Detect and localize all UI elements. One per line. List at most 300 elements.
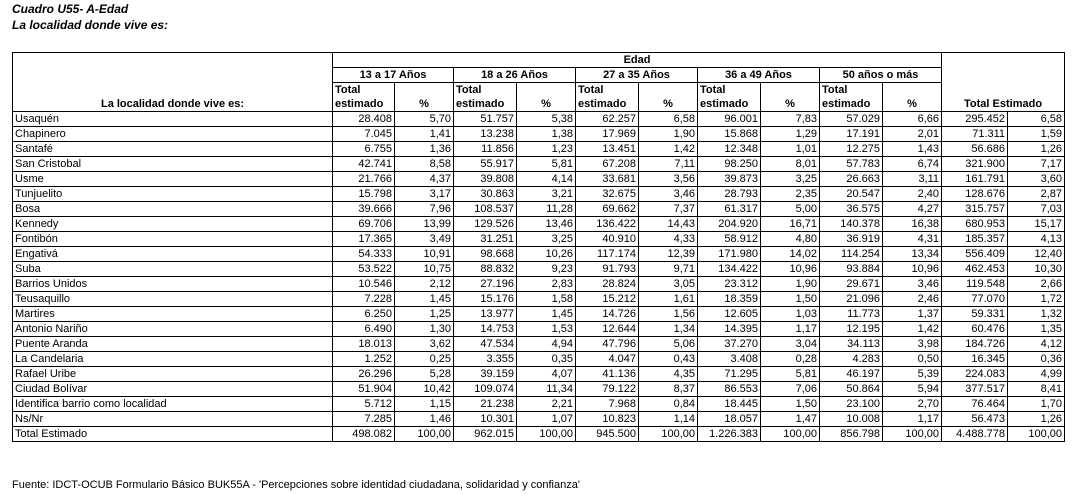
percent-cell: 5,94	[883, 382, 942, 397]
percent-cell: 1,45	[517, 307, 576, 322]
percent-cell: 1,53	[517, 322, 576, 337]
estimate-cell: 136.422	[576, 217, 639, 232]
row-label: Engativá	[13, 247, 333, 262]
percent-cell: 2,87	[1008, 187, 1065, 202]
table-row	[13, 217, 1065, 232]
percent-cell: 0,50	[883, 352, 942, 367]
percent-cell: 1,23	[517, 142, 576, 157]
estimate-cell: 109.074	[454, 382, 517, 397]
percent-cell: 13,46	[517, 217, 576, 232]
percent-cell: 2,83	[517, 277, 576, 292]
estimate-cell: 18.445	[698, 397, 761, 412]
estimate-cell: 7.968	[576, 397, 639, 412]
percent-cell: 7,37	[639, 202, 698, 217]
percent-cell: 1,38	[517, 127, 576, 142]
estimate-cell: 14.395	[698, 322, 761, 337]
total-label: Total	[820, 83, 883, 98]
estimate-cell: 60.476	[942, 322, 1008, 337]
percent-cell: 5,06	[639, 337, 698, 352]
table-row	[13, 127, 1065, 142]
estimate-cell: 23.312	[698, 277, 761, 292]
row-label: Ns/Nr	[13, 412, 333, 427]
percent-cell: 1,07	[517, 412, 576, 427]
estimate-cell: 17.969	[576, 127, 639, 142]
percent-cell: 9,71	[639, 262, 698, 277]
row-label: Ciudad Bolívar	[13, 382, 333, 397]
estimate-cell: 53.522	[333, 262, 395, 277]
estimate-cell: 185.357	[942, 232, 1008, 247]
percent-cell: 3,46	[639, 187, 698, 202]
percent-cell: 3,60	[1008, 172, 1065, 187]
percent-cell: 3,11	[883, 172, 942, 187]
percent-cell: 1,50	[761, 292, 820, 307]
percent-cell: 13,34	[883, 247, 942, 262]
percent-cell: 4,80	[761, 232, 820, 247]
estimate-cell: 15.868	[698, 127, 761, 142]
estimate-cell: 945.500	[576, 427, 639, 442]
estimate-cell: 3.355	[454, 352, 517, 367]
row-label: Bosa	[13, 202, 333, 217]
percent-cell: 0,36	[1008, 352, 1065, 367]
percent-cell: 1,35	[1008, 322, 1065, 337]
percent-cell: 1,61	[639, 292, 698, 307]
percent-cell: 1,41	[395, 127, 454, 142]
percent-cell: 1,26	[1008, 142, 1065, 157]
estimate-cell: 79.122	[576, 382, 639, 397]
estimate-cell: 37.270	[698, 337, 761, 352]
percent-cell: 3,98	[883, 337, 942, 352]
estimate-cell: 18.359	[698, 292, 761, 307]
pct-label: %	[395, 83, 454, 112]
pct-label: %	[883, 83, 942, 112]
table-row	[13, 187, 1065, 202]
estimate-cell: 26.663	[820, 172, 883, 187]
percent-cell: 1,29	[761, 127, 820, 142]
percent-cell: 0,35	[517, 352, 576, 367]
percent-cell: 100,00	[639, 427, 698, 442]
estimate-cell: 36.575	[820, 202, 883, 217]
estimate-cell: 12.348	[698, 142, 761, 157]
row-label: Usme	[13, 172, 333, 187]
estimate-cell: 69.662	[576, 202, 639, 217]
estimado-label: estimado	[333, 97, 395, 112]
percent-cell: 10,75	[395, 262, 454, 277]
percent-cell: 1,58	[517, 292, 576, 307]
estimate-cell: 21.096	[820, 292, 883, 307]
estimate-cell: 12.605	[698, 307, 761, 322]
estimate-cell: 119.548	[942, 277, 1008, 292]
percent-cell: 10,30	[1008, 262, 1065, 277]
percent-cell: 5,00	[761, 202, 820, 217]
estimate-cell: 377.517	[942, 382, 1008, 397]
table-row	[13, 202, 1065, 217]
table-title: Cuadro U55- A-Edad	[12, 2, 129, 16]
estimate-cell: 51.757	[454, 112, 517, 127]
group-header: 50 años o más	[820, 68, 942, 83]
percent-cell: 16,38	[883, 217, 942, 232]
estimate-cell: 62.257	[576, 112, 639, 127]
estimate-cell: 856.798	[820, 427, 883, 442]
percent-cell: 3,25	[761, 172, 820, 187]
percent-cell: 1,56	[639, 307, 698, 322]
total-label: Total	[454, 83, 517, 98]
estimate-cell: 15.176	[454, 292, 517, 307]
percent-cell: 1,25	[395, 307, 454, 322]
estimate-cell: 98.668	[454, 247, 517, 262]
row-label: Fontibón	[13, 232, 333, 247]
table-row	[13, 382, 1065, 397]
row-label: Usaquén	[13, 112, 333, 127]
estimate-cell: 108.537	[454, 202, 517, 217]
estimate-cell: 680.953	[942, 217, 1008, 232]
table-row	[13, 352, 1065, 367]
percent-cell: 1,36	[395, 142, 454, 157]
estimate-cell: 27.196	[454, 277, 517, 292]
percent-cell: 1,03	[761, 307, 820, 322]
estimate-cell: 39.808	[454, 172, 517, 187]
percent-cell: 1,17	[883, 412, 942, 427]
estimate-cell: 962.015	[454, 427, 517, 442]
percent-cell: 6,74	[883, 157, 942, 172]
estimate-cell: 34.113	[820, 337, 883, 352]
percent-cell: 0,28	[761, 352, 820, 367]
row-label: Teusaquillo	[13, 292, 333, 307]
estimate-cell: 15.212	[576, 292, 639, 307]
row-label: Santafé	[13, 142, 333, 157]
percent-cell: 8,01	[761, 157, 820, 172]
table-row	[13, 277, 1065, 292]
percent-cell: 1,01	[761, 142, 820, 157]
row-label: Chapinero	[13, 127, 333, 142]
estimate-cell: 498.082	[333, 427, 395, 442]
percent-cell: 12,40	[1008, 247, 1065, 262]
percent-cell: 2,35	[761, 187, 820, 202]
table-row	[13, 412, 1065, 427]
percent-cell: 4,14	[517, 172, 576, 187]
estimado-label: estimado	[454, 97, 517, 112]
percent-cell: 1,59	[1008, 127, 1065, 142]
estimate-cell: 12.275	[820, 142, 883, 157]
percent-cell: 0,25	[395, 352, 454, 367]
estimate-cell: 41.136	[576, 367, 639, 382]
estimate-cell: 6.490	[333, 322, 395, 337]
estimate-cell: 55.917	[454, 157, 517, 172]
estimate-cell: 26.296	[333, 367, 395, 382]
group-header: 27 a 35 Años	[576, 68, 698, 83]
table-row	[13, 172, 1065, 187]
estimate-cell: 13.451	[576, 142, 639, 157]
percent-cell: 1,47	[761, 412, 820, 427]
estimate-cell: 29.671	[820, 277, 883, 292]
estimate-cell: 20.547	[820, 187, 883, 202]
estimate-cell: 11.773	[820, 307, 883, 322]
estimate-cell: 12.644	[576, 322, 639, 337]
table-row	[13, 247, 1065, 262]
source-note: Fuente: IDCT-OCUB Formulario Básico BUK55A - 'Percepciones sobre identidad ciudadana, solidaridad y confianza'	[12, 479, 580, 491]
estimate-cell: 57.029	[820, 112, 883, 127]
estimate-cell: 86.553	[698, 382, 761, 397]
percent-cell: 5,81	[517, 157, 576, 172]
row-label: Barrios Unidos	[13, 277, 333, 292]
estimate-cell: 47.796	[576, 337, 639, 352]
percent-cell: 6,58	[1008, 112, 1065, 127]
percent-cell: 3,49	[395, 232, 454, 247]
estimate-cell: 10.008	[820, 412, 883, 427]
estimate-cell: 32.675	[576, 187, 639, 202]
estimate-cell: 39.873	[698, 172, 761, 187]
estimate-cell: 4.488.778	[942, 427, 1008, 442]
percent-cell: 3,46	[883, 277, 942, 292]
data-table	[12, 52, 1065, 442]
percent-cell: 1,26	[1008, 412, 1065, 427]
percent-cell: 12,39	[639, 247, 698, 262]
percent-cell: 5,38	[517, 112, 576, 127]
percent-cell: 100,00	[761, 427, 820, 442]
percent-cell: 2,40	[883, 187, 942, 202]
percent-cell: 8,37	[639, 382, 698, 397]
estimate-cell: 462.453	[942, 262, 1008, 277]
percent-cell: 11,34	[517, 382, 576, 397]
estimate-cell: 3.408	[698, 352, 761, 367]
group-header: 36 a 49 Años	[698, 68, 820, 83]
estimate-cell: 28.824	[576, 277, 639, 292]
percent-cell: 5,39	[883, 367, 942, 382]
row-label: San Cristobal	[13, 157, 333, 172]
estimate-cell: 58.912	[698, 232, 761, 247]
percent-cell: 11,28	[517, 202, 576, 217]
estimate-cell: 10.301	[454, 412, 517, 427]
percent-cell: 4,37	[395, 172, 454, 187]
estimate-cell: 6.755	[333, 142, 395, 157]
estimate-cell: 39.159	[454, 367, 517, 382]
percent-cell: 5,28	[395, 367, 454, 382]
percent-cell: 100,00	[1008, 427, 1065, 442]
percent-cell: 5,81	[761, 367, 820, 382]
estimate-cell: 295.452	[942, 112, 1008, 127]
estimate-cell: 5.712	[333, 397, 395, 412]
row-label: Antonio Nariño	[13, 322, 333, 337]
estimate-cell: 98.250	[698, 157, 761, 172]
estimate-cell: 51.904	[333, 382, 395, 397]
percent-cell: 1,90	[761, 277, 820, 292]
estimate-cell: 13.977	[454, 307, 517, 322]
table-row	[13, 142, 1065, 157]
pct-label: %	[517, 83, 576, 112]
percent-cell: 10,42	[395, 382, 454, 397]
percent-cell: 7,03	[1008, 202, 1065, 217]
percent-cell: 1,90	[639, 127, 698, 142]
percent-cell: 7,06	[761, 382, 820, 397]
percent-cell: 10,26	[517, 247, 576, 262]
estimate-cell: 7.045	[333, 127, 395, 142]
table-row	[13, 232, 1065, 247]
table-row	[13, 427, 1065, 442]
percent-cell: 1,42	[639, 142, 698, 157]
estimate-cell: 69.706	[333, 217, 395, 232]
percent-cell: 1,43	[883, 142, 942, 157]
estimate-cell: 47.534	[454, 337, 517, 352]
estimate-cell: 31.251	[454, 232, 517, 247]
percent-cell: 5,70	[395, 112, 454, 127]
percent-cell: 100,00	[517, 427, 576, 442]
estimate-cell: 1.252	[333, 352, 395, 367]
estimate-cell: 171.980	[698, 247, 761, 262]
percent-cell: 1,32	[1008, 307, 1065, 322]
table-row	[13, 307, 1065, 322]
estimate-cell: 17.191	[820, 127, 883, 142]
percent-cell: 6,66	[883, 112, 942, 127]
percent-cell: 1,15	[395, 397, 454, 412]
estimate-cell: 93.884	[820, 262, 883, 277]
estimate-cell: 129.526	[454, 217, 517, 232]
table-row	[13, 262, 1065, 277]
row-label: Suba	[13, 262, 333, 277]
total-label: Total	[576, 83, 639, 98]
percent-cell: 1,30	[395, 322, 454, 337]
estimate-cell: 33.681	[576, 172, 639, 187]
estimate-cell: 7.228	[333, 292, 395, 307]
row-label: Rafael Uribe	[13, 367, 333, 382]
estimate-cell: 13.238	[454, 127, 517, 142]
percent-cell: 2,01	[883, 127, 942, 142]
estimate-cell: 76.464	[942, 397, 1008, 412]
estimate-cell: 14.726	[576, 307, 639, 322]
estimate-cell: 96.001	[698, 112, 761, 127]
percent-cell: 1,72	[1008, 292, 1065, 307]
table-row	[13, 367, 1065, 382]
percent-cell: 2,46	[883, 292, 942, 307]
estimate-cell: 10.546	[333, 277, 395, 292]
percent-cell: 14,43	[639, 217, 698, 232]
estimate-cell: 224.083	[942, 367, 1008, 382]
percent-cell: 1,45	[395, 292, 454, 307]
estimate-cell: 6.250	[333, 307, 395, 322]
estimate-cell: 140.378	[820, 217, 883, 232]
estimate-cell: 91.793	[576, 262, 639, 277]
percent-cell: 3,25	[517, 232, 576, 247]
percent-cell: 8,41	[1008, 382, 1065, 397]
percent-cell: 4,12	[1008, 337, 1065, 352]
percent-cell: 100,00	[395, 427, 454, 442]
percent-cell: 1,50	[761, 397, 820, 412]
table-row	[13, 157, 1065, 172]
percent-cell: 10,96	[883, 262, 942, 277]
estimate-cell: 117.174	[576, 247, 639, 262]
estimate-cell: 12.195	[820, 322, 883, 337]
percent-cell: 4,31	[883, 232, 942, 247]
estimate-cell: 18.013	[333, 337, 395, 352]
estimate-cell: 61.317	[698, 202, 761, 217]
pct-label: %	[761, 83, 820, 112]
estimate-cell: 42.741	[333, 157, 395, 172]
group-header: 13 a 17 Años	[333, 68, 454, 83]
percent-cell: 0,84	[639, 397, 698, 412]
estimate-cell: 134.422	[698, 262, 761, 277]
percent-cell: 9,23	[517, 262, 576, 277]
percent-cell: 15,17	[1008, 217, 1065, 232]
percent-cell: 1,34	[639, 322, 698, 337]
table-row	[13, 337, 1065, 352]
percent-cell: 7,11	[639, 157, 698, 172]
total-label: Total	[698, 83, 761, 98]
estimate-cell: 4.283	[820, 352, 883, 367]
estimate-cell: 28.793	[698, 187, 761, 202]
percent-cell: 1,14	[639, 412, 698, 427]
estimate-cell: 67.208	[576, 157, 639, 172]
estimate-cell: 28.408	[333, 112, 395, 127]
estimate-cell: 71.295	[698, 367, 761, 382]
percent-cell: 3,05	[639, 277, 698, 292]
estimate-cell: 114.254	[820, 247, 883, 262]
estimate-cell: 21.766	[333, 172, 395, 187]
percent-cell: 1,46	[395, 412, 454, 427]
estimate-cell: 10.823	[576, 412, 639, 427]
estimate-cell: 16.345	[942, 352, 1008, 367]
estimate-cell: 17.365	[333, 232, 395, 247]
table-subtitle: La localidad donde vive es:	[12, 18, 169, 32]
estimado-label: estimado	[576, 97, 639, 112]
percent-cell: 7,17	[1008, 157, 1065, 172]
estimate-cell: 56.686	[942, 142, 1008, 157]
percent-cell: 4,35	[639, 367, 698, 382]
percent-cell: 4,33	[639, 232, 698, 247]
estimate-cell: 40.910	[576, 232, 639, 247]
estimate-cell: 36.919	[820, 232, 883, 247]
edad-header: Edad	[333, 53, 942, 68]
percent-cell: 2,66	[1008, 277, 1065, 292]
estimate-cell: 77.070	[942, 292, 1008, 307]
percent-cell: 7,96	[395, 202, 454, 217]
row-label: Total Estimado	[13, 427, 333, 442]
table-row	[13, 322, 1065, 337]
percent-cell: 8,58	[395, 157, 454, 172]
percent-cell: 2,70	[883, 397, 942, 412]
percent-cell: 4,27	[883, 202, 942, 217]
row-label: Puente Aranda	[13, 337, 333, 352]
estimate-cell: 4.047	[576, 352, 639, 367]
percent-cell: 14,02	[761, 247, 820, 262]
estimate-cell: 18.057	[698, 412, 761, 427]
estimate-cell: 161.791	[942, 172, 1008, 187]
pct-label: %	[639, 83, 698, 112]
percent-cell: 4,07	[517, 367, 576, 382]
percent-cell: 2,21	[517, 397, 576, 412]
total-label: Total	[333, 83, 395, 98]
row-label: Martires	[13, 307, 333, 322]
estimate-cell: 7.285	[333, 412, 395, 427]
estimate-cell: 71.311	[942, 127, 1008, 142]
percent-cell: 1,70	[1008, 397, 1065, 412]
row-label: La Candelaria	[13, 352, 333, 367]
percent-cell: 4,13	[1008, 232, 1065, 247]
estimate-cell: 23.100	[820, 397, 883, 412]
estimate-cell: 39.666	[333, 202, 395, 217]
estimate-cell: 88.832	[454, 262, 517, 277]
estimate-cell: 204.920	[698, 217, 761, 232]
estimate-cell: 128.676	[942, 187, 1008, 202]
row-label: Tunjuelito	[13, 187, 333, 202]
row-label: Kennedy	[13, 217, 333, 232]
table-row	[13, 292, 1065, 307]
percent-cell: 100,00	[883, 427, 942, 442]
percent-cell: 1,42	[883, 322, 942, 337]
estimado-label: estimado	[820, 97, 883, 112]
percent-cell: 3,62	[395, 337, 454, 352]
estimate-cell: 59.331	[942, 307, 1008, 322]
estimate-cell: 56.473	[942, 412, 1008, 427]
percent-cell: 7,83	[761, 112, 820, 127]
percent-cell: 1,17	[761, 322, 820, 337]
